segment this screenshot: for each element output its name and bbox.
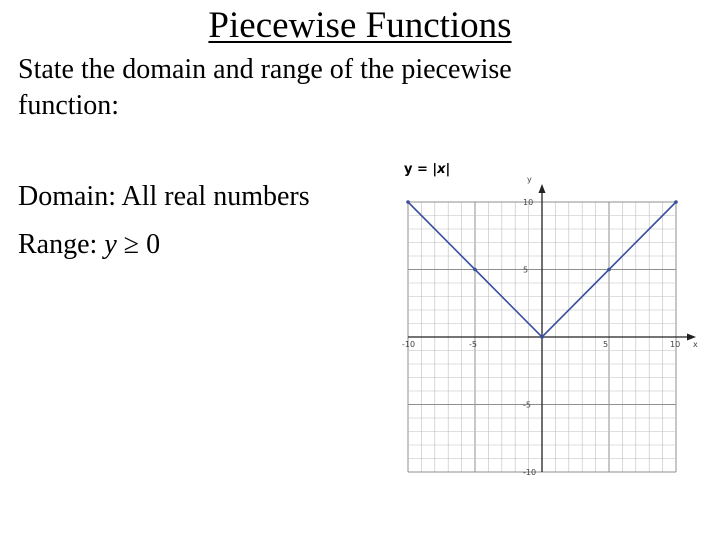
equation-body: |x| <box>432 162 451 177</box>
data-point <box>406 200 410 204</box>
x-tick-label: -5 <box>469 340 477 349</box>
prompt-text: State the domain and range of the piecewise function: <box>18 54 512 121</box>
x-axis-letter: x <box>693 340 698 349</box>
coordinate-plane <box>390 152 700 482</box>
y-tick-label: 10 <box>523 198 534 207</box>
data-point <box>607 268 611 272</box>
range-label: Range: <box>18 229 98 260</box>
slide-title-text: Piecewise Functions <box>208 5 512 46</box>
range-answer <box>18 229 160 261</box>
y-axis-arrow <box>539 184 546 193</box>
equation-prefix: y = <box>404 162 433 177</box>
data-point <box>473 268 477 272</box>
x-tick-label: 10 <box>670 340 681 349</box>
range-value: ≥ 0 <box>123 229 161 260</box>
equation-label <box>404 162 450 177</box>
y-tick-label: -10 <box>523 468 537 477</box>
y-tick-label: 5 <box>523 265 529 275</box>
range-variable: y <box>104 229 117 260</box>
y-tick-label: -5 <box>523 400 531 410</box>
data-point <box>674 200 678 204</box>
y-axis-letter: y <box>527 175 532 184</box>
domain-answer <box>18 181 310 213</box>
slide-title <box>0 6 720 46</box>
data-point <box>540 335 544 339</box>
x-tick-label: 5 <box>603 340 609 349</box>
domain-label: Domain: <box>18 181 116 212</box>
x-tick-label: -10 <box>402 340 416 349</box>
domain-value: All real numbers <box>121 181 310 212</box>
graph-figure <box>390 152 700 482</box>
